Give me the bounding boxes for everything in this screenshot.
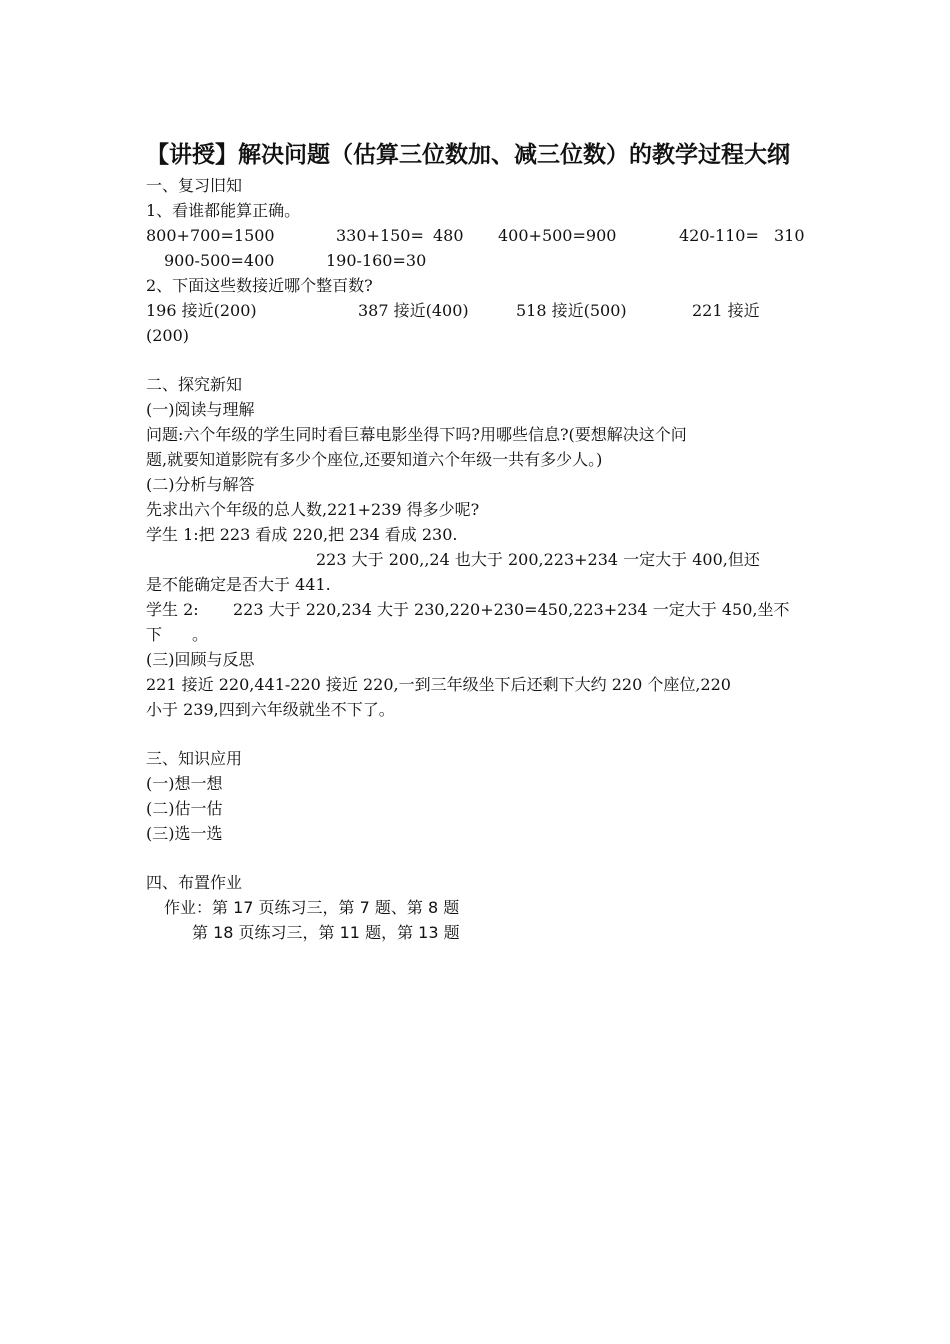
student-1-line-2: 223 大于 200,,24 也大于 200,223+234 一定大于 400,但还 (316, 550, 760, 569)
document-title: 【讲授】解决问题（估算三位数加、减三位数）的教学过程大纲 (146, 142, 790, 168)
student-1-line-1: 学生 1:把 223 看成 220,把 234 看成 230. (146, 525, 458, 544)
student-2-period: 。 (192, 625, 209, 644)
approx-item: 196 接近(200) (146, 301, 257, 320)
section-4-heading: 四、布置作业 (146, 873, 243, 892)
reflect-line-1: 221 接近 220,441-220 接近 220,一到三年级坐下后还剩下大约 220 个座位,220 (146, 675, 731, 694)
student-2-wrap: 下 (146, 625, 163, 644)
section-1-heading: 一、复习旧知 (146, 176, 243, 195)
calc-item: 330+150= (336, 226, 424, 245)
student-2-label: 学生 2: (146, 600, 199, 619)
application-item: (三)选一选 (146, 824, 223, 843)
subsection-analysis: (二)分析与解答 (146, 475, 255, 494)
student-2-text: 223 大于 220,234 大于 230,220+230=450,223+234 一定大于 450,坐不 (233, 600, 790, 619)
approx-wrap: (200) (146, 326, 190, 345)
section-2-heading: 二、探究新知 (146, 375, 243, 394)
reflect-line-2: 小于 239,四到六年级就坐不下了。 (146, 700, 395, 719)
subsection-reading: (一)阅读与理解 (146, 400, 255, 419)
approx-item: 518 接近(500) (516, 301, 627, 320)
application-item: (二)估一估 (146, 799, 223, 818)
calc-item: 800+700=1500 (146, 226, 275, 245)
question-1: 1、看谁都能算正确。 (146, 201, 301, 220)
approx-row (146, 300, 826, 322)
student-1-line-3: 是不能确定是否大于 441. (146, 575, 331, 594)
application-item: (一)想一想 (146, 774, 223, 793)
calc-item: 400+500=900 (498, 226, 617, 245)
calc-answer: 310 (774, 226, 805, 245)
calc-row-2 (146, 250, 826, 272)
subsection-reflect: (三)回顾与反思 (146, 650, 255, 669)
calc-answer: 480 (433, 226, 464, 245)
calc-row-1 (146, 225, 826, 247)
approx-item: 221 接近 (692, 301, 760, 320)
homework-line-1: 作业：第 17 页练习三，第 7 题、第 8 题 (164, 898, 460, 917)
calc-item: 900-500=400 (164, 251, 275, 270)
student-2-line-1 (146, 599, 826, 621)
approx-item: 387 接近(400) (358, 301, 469, 320)
homework-line-2: 第 18 页练习三，第 11 题，第 13 题 (192, 923, 460, 942)
calc-item: 190-160=30 (326, 251, 427, 270)
question-2: 2、下面这些数接近哪个整百数? (146, 276, 373, 295)
problem-line-1: 问题:六个年级的学生同时看巨幕电影坐得下吗?用哪些信息?(要想解决这个问 (146, 425, 687, 444)
section-3-heading: 三、知识应用 (146, 749, 243, 768)
student-2-line-2 (146, 624, 826, 646)
analysis-text: 先求出六个年级的总人数,221+239 得多少呢? (146, 500, 480, 519)
calc-item: 420-110= (679, 226, 759, 245)
problem-line-2: 题,就要知道影院有多少个座位,还要知道六个年级一共有多少人。) (146, 450, 603, 469)
